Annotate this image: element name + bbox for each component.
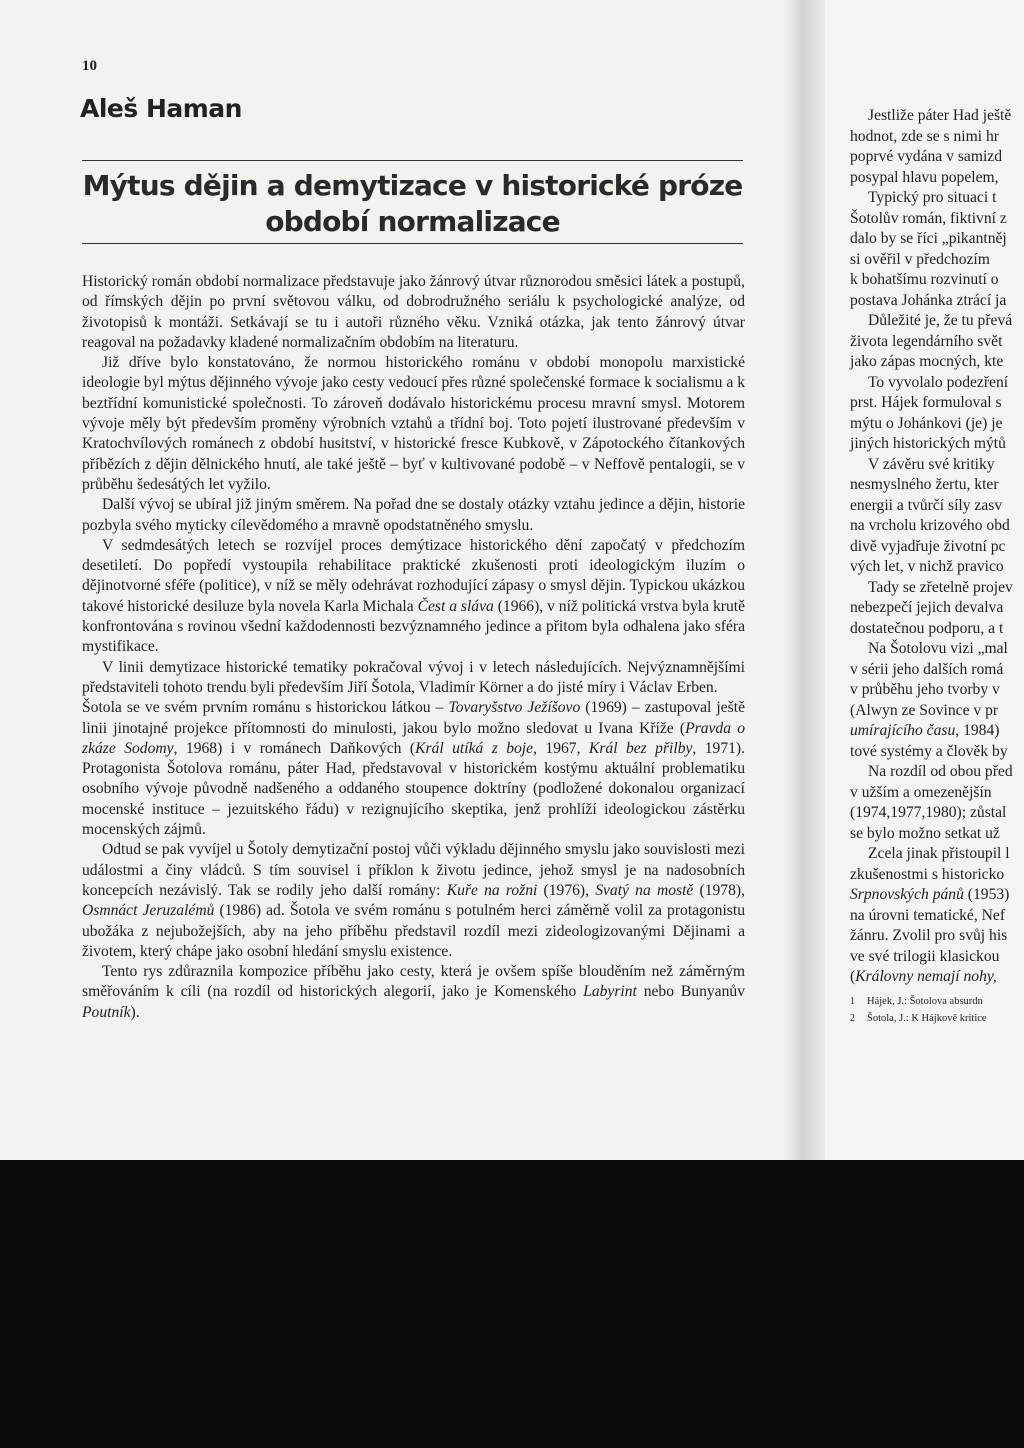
text-run: na vrcholu krizového obd bbox=[850, 517, 1010, 534]
text-run: , 1971). Protagonista Šotolova románu, páter Had, představoval v historickém kostýmu aktuální problematiku osobního vývoje původně nadšeného a oddaného stoupence doktríny (podložené dokonalou organizací mocenské instituce – jezuitského řádu) v rezignujícího skeptika, jenž prohlíží ideologickou zástěrku mocenských zájmů. bbox=[82, 739, 746, 839]
text-run: energii a tvůrčí síly zasv bbox=[850, 496, 1003, 514]
italic-title: Král bez přilby bbox=[588, 739, 693, 757]
text-run: Šotolův román, fiktivní z bbox=[850, 209, 1007, 227]
paragraph bbox=[82, 962, 745, 1023]
paragraph bbox=[82, 658, 745, 699]
paragraph bbox=[82, 536, 745, 658]
text-line bbox=[850, 188, 1024, 209]
text-run: v sérii jeho dalších romá bbox=[850, 660, 1004, 678]
text-run: , 1984) bbox=[955, 722, 1000, 739]
text-run: jiných historických mýtů bbox=[850, 435, 1006, 452]
page-number: 10 bbox=[82, 58, 97, 74]
text-run: dostatečnou podporu, a t bbox=[850, 619, 1004, 637]
italic-title: Srpnovských pánů bbox=[850, 886, 964, 903]
text-run: , 1968) i v románech Daňkových ( bbox=[173, 739, 416, 757]
title-rule-bottom bbox=[82, 243, 743, 244]
text-line bbox=[850, 967, 1024, 988]
text-line bbox=[850, 250, 1024, 271]
paragraph bbox=[82, 698, 745, 840]
italic-title: Čest a sláva bbox=[417, 597, 494, 615]
text-run: ( bbox=[850, 968, 856, 985]
text-line bbox=[850, 496, 1024, 517]
text-line bbox=[850, 947, 1024, 968]
text-line bbox=[850, 619, 1024, 640]
text-run: prst. Hájek formuloval s bbox=[850, 394, 1002, 411]
text-run: v průběhu jeho tvorby v bbox=[850, 681, 1000, 698]
text-line bbox=[850, 885, 1024, 906]
footnote-text: Šotola, J.: K Hájkově kritice bbox=[867, 1013, 987, 1024]
text-line bbox=[850, 414, 1024, 435]
text-run: (1969) – zastupoval ještě linii jinotajné projekce přítomnosti do minulosti, jakou bylo možno sledovat u Ivana Kříže ( bbox=[82, 699, 745, 737]
text-run: Šotola se ve svém prvním románu s historickou látkou – bbox=[82, 699, 449, 717]
text-line bbox=[850, 455, 1024, 476]
text-line bbox=[850, 209, 1024, 230]
text-run: Typický pro situaci t bbox=[868, 189, 997, 206]
text-line bbox=[850, 557, 1024, 578]
paragraph bbox=[82, 272, 745, 353]
text-line bbox=[850, 578, 1024, 599]
footnote bbox=[850, 1010, 1024, 1027]
italic-title: Královny nemají nohy, bbox=[855, 968, 997, 985]
text-run: nesmyslného žertu, kter bbox=[850, 476, 999, 493]
text-run: Již dříve bylo konstatováno, že normou historického románu v období monopolu marxistické ideologie byl mýtus dějinného vývoje jako cesty vedoucí přes různé společenské formace k socialismu a k beztřídní komunistické společnosti. To zároveň dodávalo historickému procesu mravní smysl. Motorem vývoje měly být především proměny výrobních vztahů a třídní boj. Toto pojetí ilustrované především v Kratochvílových románech z období husitství, v historické fresce Kubkově, v Zápotockého čítankových příbězích z dějin dělnického hnutí, ale také ještě – byť v kultivované podobě – v Neffově pentalogii, se v průběhu šedesátých let vyžilo. bbox=[82, 354, 745, 493]
text-run: v užším a omezenějšín bbox=[850, 783, 992, 801]
text-line bbox=[850, 906, 1024, 927]
paragraph bbox=[82, 353, 745, 495]
text-line bbox=[850, 660, 1024, 681]
text-run: Na rozdíl od obou před bbox=[868, 763, 1013, 780]
text-line bbox=[850, 762, 1024, 783]
text-line bbox=[850, 844, 1024, 865]
text-run: k bohatšímu rozvinutí o bbox=[850, 271, 999, 288]
text-run: V sedmdesátých letech se rozvíjel proces demýtizace historického dění započatý v předchozím desetiletí. Do popředí vystoupila rehabilitace praktické zkušenosti proti ideologickým iluzím o dějinotvorné sféře (politice), v níž se měly odehrávat rozhodující zápasy o smysl dějin. Typickou ukázkou takové historické desiluze byla novela Karla Michala bbox=[82, 536, 745, 615]
text-line bbox=[850, 393, 1024, 414]
text-run: Odtud se pak vyvíjel u Šotoly demytizační postoj vůči výkladu dějinného smyslu jako souvislosti mezi událostmi a činy vládců. S tím souvisel i příklon k životu jedince, jehož smysl je na nadosobních koncepcích nezávislý. Tak se rodily jeho další romány: bbox=[82, 841, 745, 899]
text-line bbox=[850, 680, 1024, 701]
text-run: nebo Bunyanův bbox=[636, 983, 745, 1001]
footnote-text: Hájek, J.: Šotolova absurdn bbox=[867, 996, 983, 1007]
italic-title: Pravda o zkáze Sodomy bbox=[82, 719, 745, 757]
text-run: tové systémy a člověk by bbox=[850, 742, 1008, 760]
text-line bbox=[850, 926, 1024, 947]
text-line bbox=[850, 783, 1024, 804]
text-run: žánru. Zvolil pro svůj his bbox=[850, 927, 1008, 944]
text-run: (1966), v níž politická vrstva byla krutě konfrontována s rovinou všední každodennosti bezvýznamného jedince a přitom byla odhalena jako sféra mystifikace. bbox=[82, 597, 746, 656]
italic-title: Osmnáct Jeruzalémů bbox=[82, 902, 215, 920]
right-page bbox=[825, 0, 1024, 1160]
paragraph bbox=[82, 495, 745, 536]
italic-title: Poutník bbox=[82, 1003, 131, 1021]
text-line bbox=[850, 598, 1024, 619]
text-run: To vyvolalo podezření bbox=[868, 373, 1009, 391]
text-run: V závěru své kritiky bbox=[868, 455, 995, 473]
article-title: Mýtus dějin a demytizace v historické próze období normalizace bbox=[82, 169, 743, 238]
title-rule-top bbox=[82, 160, 743, 161]
text-run: divě vyjadřuje životní pc bbox=[850, 537, 1006, 555]
scan-background bbox=[0, 1160, 1024, 1448]
text-run: Na Šotolovu vizi „mal bbox=[868, 640, 1008, 657]
text-run: dalo by se říci „pikantněj bbox=[850, 230, 1007, 247]
text-line bbox=[850, 865, 1024, 886]
text-run: si ověřil v předchozím bbox=[850, 250, 990, 268]
page-gutter bbox=[785, 0, 825, 1160]
text-line bbox=[850, 537, 1024, 558]
text-run: hodnot, zde se s nimi hr bbox=[850, 127, 999, 145]
text-run: (Alwyn ze Sovince v pr bbox=[850, 701, 999, 719]
text-run: Jestliže páter Had ještě bbox=[868, 107, 1012, 124]
text-run: posypal hlavu popelem, bbox=[850, 168, 999, 186]
text-run: jako zápas mocných, kte bbox=[850, 353, 1004, 370]
text-run: Zcela jinak přistoupil l bbox=[868, 845, 1010, 862]
text-line bbox=[850, 701, 1024, 722]
text-run: Tady se zřetelně projev bbox=[868, 578, 1013, 596]
text-run: (1974,1977,1980); zůstal bbox=[850, 804, 1007, 821]
text-run: Tento rys zdůraznila kompozice příběhu jako cesty, která je ovšem spíše blouděním než záměrným směřováním k cíli (na rozdíl od historických alegorií, jako je Komenského bbox=[82, 963, 745, 1001]
text-line bbox=[850, 475, 1024, 496]
text-line bbox=[850, 803, 1024, 824]
footnote-number: 2 bbox=[850, 1013, 855, 1024]
text-line bbox=[850, 639, 1024, 660]
article-body bbox=[82, 272, 745, 1023]
text-run: V linii demytizace historické tematiky pokračoval vývoj i v letech následujících. Nejvýznamnějšími představiteli tohoto trendu byli především Jiří Šotola, Vladimír Körner a do jisté míry i Václav Erben. bbox=[82, 658, 745, 696]
text-run: (1976), bbox=[537, 881, 596, 899]
text-run: (1986) ad. Šotola ve svém románu s potulném herci záměrně volil za protagonistu ubožáka z nejubožejších, aby na jeho příběhu představil rozdíl mezi zideologizovanými Dějinami a životem, který chápe jako osobní hledání smyslu existence. bbox=[82, 902, 745, 960]
text-line bbox=[850, 168, 1024, 189]
text-run: Další vývoj se ubíral již jiným směrem. Na pořad dne se dostaly otázky vztahu jedince a dějin, historie pozbyla svého myticky cílevědomého a mravně opodstatněného smyslu. bbox=[82, 496, 745, 534]
text-run: Důležité je, že tu převá bbox=[868, 312, 1013, 329]
footnotes bbox=[850, 993, 1024, 1027]
italic-title: Král utíká z boje bbox=[415, 739, 534, 757]
text-run: života legendárního svět bbox=[850, 332, 1003, 350]
text-line bbox=[850, 373, 1024, 394]
text-line bbox=[850, 311, 1024, 332]
text-line bbox=[850, 742, 1024, 763]
text-line bbox=[850, 332, 1024, 353]
text-line bbox=[850, 352, 1024, 373]
italic-title: Labyrint bbox=[583, 983, 637, 1001]
text-line bbox=[850, 516, 1024, 537]
text-run: Historický román období normalizace představuje jako žánrový útvar různorodou směsici látek a postupů, od římských dějin po první světovou válku, od dobrodružného seriálu k psychologické analýze, od životopisů k montáži. Setkávají se tu i autoři různého věku. Vzniká otázka, jak tento žánrový útvar reagoval na požadavky kladené normalizačním obdobím na literaturu. bbox=[82, 273, 745, 351]
text-run: na úrovni tematické, Nef bbox=[850, 906, 1006, 924]
text-run: (1978), bbox=[693, 881, 745, 899]
italic-title: Tovaryšstvo Ježíšovo bbox=[448, 699, 581, 717]
text-line bbox=[850, 824, 1024, 845]
right-page-text bbox=[850, 106, 1024, 988]
text-run: zkušenostmi s historicko bbox=[850, 865, 1005, 883]
text-line bbox=[850, 127, 1024, 148]
text-line bbox=[850, 147, 1024, 168]
text-run: vých let, v nichž pravico bbox=[850, 558, 1004, 575]
text-line bbox=[850, 434, 1024, 455]
italic-title: Kuře na rožni bbox=[446, 881, 538, 899]
text-run: poprvé vydána v samizd bbox=[850, 148, 1002, 165]
text-line bbox=[850, 270, 1024, 291]
author-name: Aleš Haman bbox=[80, 94, 242, 123]
text-line bbox=[850, 106, 1024, 127]
text-line bbox=[850, 721, 1024, 742]
text-run: , 1967, bbox=[533, 739, 589, 757]
text-run: nebezpečí jejich devalva bbox=[850, 599, 1004, 616]
text-run: (1953) bbox=[963, 886, 1010, 903]
footnote-number: 1 bbox=[850, 996, 855, 1007]
footnote bbox=[850, 993, 1024, 1010]
text-line bbox=[850, 229, 1024, 250]
paragraph bbox=[82, 840, 745, 962]
italic-title: umírajícího času bbox=[850, 722, 956, 739]
text-run: ve své trilogii klasickou bbox=[850, 947, 1000, 965]
text-run: mýtu o Johánkovi (je) je bbox=[850, 414, 1003, 432]
text-run: postava Johánka ztrácí ja bbox=[850, 291, 1007, 309]
text-run: ). bbox=[130, 1003, 140, 1021]
italic-title: Svatý na mostě bbox=[595, 881, 694, 899]
text-line bbox=[850, 291, 1024, 312]
text-run: se bylo možno setkat už bbox=[850, 824, 1000, 842]
